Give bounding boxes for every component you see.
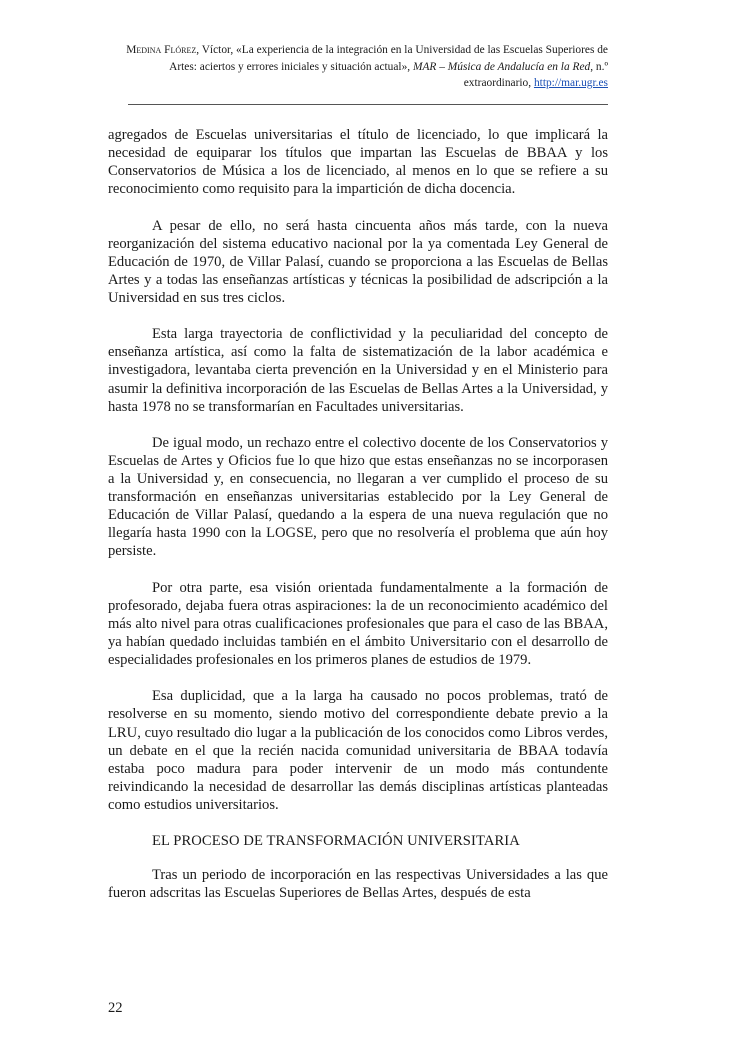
paragraph-7: Tras un periodo de incorporación en las respectivas Universidades a las que fueron adscritas las Escuelas Superiores de Bellas Artes, después de esta	[108, 867, 608, 902]
header-author: Medina Flórez	[126, 44, 197, 56]
page-body	[108, 126, 608, 903]
paragraph-3: Esta larga trayectoria de conflictividad y la peculiaridad del concepto de enseñanza artística, así como la falta de sistematización de la labor académica e investigadora, levantaba cierta prevención en la Universidad y en el Ministerio para asumir la definitiva incorporación de las Escuelas de Bellas Artes a la Universidad, y hasta 1978 no se transformarían en Facultades universitarias.	[108, 326, 608, 415]
header-journal: MAR – Música de Andalucía en la Red	[412, 60, 591, 73]
page-number: 22	[108, 1000, 123, 1016]
header-article-title: , Víctor, «La experiencia de la integración en la Universidad de las Escuelas Superiores de Artes: aciertos y errores iniciales y situación actual»,	[169, 44, 608, 73]
paragraph-6: Esa duplicidad, que a la larga ha causado no pocos problemas, trató de resolverse en su momento, siendo motivo del correspondiente debate previo a la LRU, cuyo resultado dio lugar a la publicación de los conocidos como Libros verdes, un debate en el que la recién nacida comunidad universitaria de BBAA todavía estaba poco madura para poder intervenir de un modo más contundente reivindicando la necesidad de desarrollar las demás disciplinas artísticas planteadas como estudios universitarios.	[108, 688, 608, 813]
header-issue: , n.º extraordinario,	[463, 60, 608, 89]
paragraph-4: De igual modo, un rechazo entre el colectivo docente de los Conservatorios y Escuelas de Artes y Oficios fue lo que hizo que estas enseñanzas no se incorporasen a la Universidad y, en consecuencia, no llegaran a ver cumplido el proceso de su transformación en enseñanzas universitarias establecido por la Ley General de Educación de Villar Palasí, quedando a la espera de una nueva regulación que no llegaría hasta 1990 con la LOGSE, pero que no resolvería el problema que aún hoy persiste.	[108, 434, 608, 560]
running-header	[108, 42, 608, 92]
paragraph-2: A pesar de ello, no será hasta cincuenta años más tarde, con la nueva reorganización del sistema educativo nacional por la ya comentada Ley General de Educación de 1970, de Villar Palasí, cuando se proporciona a las Escuelas de Bellas Artes y a todas las enseñanzas artísticas y técnicas la posibilidad de adscripción a la Universidad en sus tres ciclos.	[108, 217, 608, 306]
section-heading: EL PROCESO DE TRANSFORMACIÓN UNIVERSITARIA	[152, 833, 520, 850]
paragraph-1: agregados de Escuelas universitarias el título de licenciado, lo que implicará la necesidad de equiparar los títulos que impartan las Escuelas de BBAA y los Conservatorios de Música a los de licenciado, al menos en lo que se refiere a su reconocimiento como requisito para la impartición de dicha docencia.	[108, 127, 608, 198]
paragraph-5: Por otra parte, esa visión orientada fundamentalmente a la formación de profesorado, dejaba fuera otras aspiraciones: la de un reconocimiento académico del más alto nivel para otras cualificaciones profesionales que para el caso de las BBAA, ya habían quedado incluidas también en el ámbito Universitario con el desarrollo de especialidades profesionales en los primeros planes de estudios de 1979.	[108, 579, 608, 669]
header-url-link[interactable]: http://mar.ugr.es	[533, 77, 608, 89]
header-rule	[128, 104, 608, 105]
